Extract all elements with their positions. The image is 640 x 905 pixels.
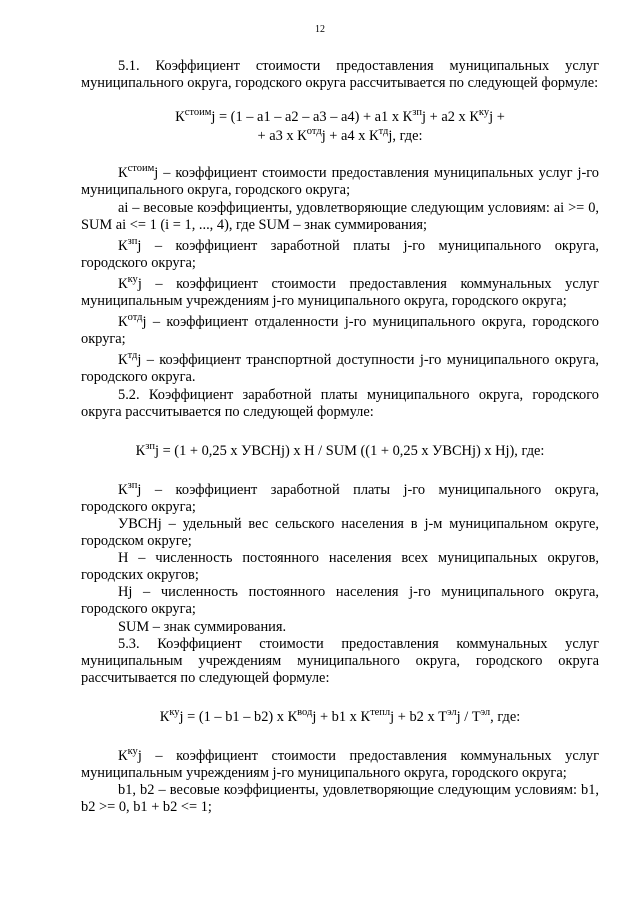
definition-k-otd: $К^{отд}j$ – коэффициент отдаленности j-го муниципального округа, городского округа; bbox=[81, 312, 599, 348]
page-number: 12 bbox=[315, 24, 325, 35]
superscript: стоим bbox=[184, 107, 212, 119]
definition-uvsn: УВСНj – удельный вес сельского населения в j-м муниципальном округе, городском округе; bbox=[81, 515, 599, 550]
superscript: вод bbox=[297, 706, 313, 718]
superscript: тд bbox=[127, 350, 138, 362]
superscript: тепл bbox=[370, 706, 391, 718]
superscript: эл bbox=[447, 706, 457, 718]
definition-n: Н – численность постоянного населения всех муниципальных округов, городских округов; bbox=[81, 550, 599, 584]
superscript: отд bbox=[306, 126, 322, 138]
definition-k-ku-2: $К^{ку}j$ – коэффициент стоимости предоставления коммунальных услуг муниципальным учреждениям j-го муниципального округа, городского округа; bbox=[81, 746, 599, 782]
superscript: зп bbox=[127, 235, 138, 247]
superscript: ку bbox=[127, 273, 138, 285]
section-5-1-intro: 5.1. Коэффициент стоимости предоставления муниципальных услуг муниципального округа, городского округа рассчитывается по следующей формуле: bbox=[81, 58, 599, 92]
section-5-3-intro: 5.3. Коэффициент стоимости предоставления коммунальных услуг муниципальным учреждениям муниципального округа, городского округа рассчитывается по следующей формуле: bbox=[81, 635, 599, 686]
definition-k-zp-2: $К^{зп}j$ – коэффициент заработной платы j-го муниципального округа, городского округа; bbox=[81, 479, 599, 515]
definition-b1-b2: b1, b2 – весовые коэффициенты, удовлетворяющие следующим условиям: b1, b2 >= 0, b1 + b2 <= 1; bbox=[81, 782, 599, 816]
formula-k-stoim-line1: $К^{стоим}j = (1 - a1 - a2 - a3 - a4) + a1$ x $К^{зп}j + a2$ x $К^{ку}j$ + bbox=[175, 107, 505, 126]
definition-k-ku: $К^{ку}j$ – коэффициент стоимости предоставления коммунальных услуг муниципальным учреждениям j-го муниципального округа, городского округа; bbox=[81, 273, 599, 310]
superscript: ку bbox=[478, 107, 490, 119]
superscript: зп bbox=[145, 440, 155, 452]
formula-k-zp: $К^{зп}j = (1 + 0,25$ x УВСНj) x Н / SUM ((1 + 0,25 x УВСНj) x Нj), где: bbox=[135, 440, 545, 459]
superscript: ку bbox=[127, 746, 138, 757]
definition-k-td: $К^{тд}j$ – коэффициент транспортной доступности j-го муниципального округа, городского округа. bbox=[81, 350, 599, 386]
definition-nj: Нj – численность постоянного населения j-го муниципального округа, городского округа; bbox=[81, 584, 599, 618]
definition-k-zp: $К^{зп}j$ – коэффициент заработной платы j-го муниципального округа, городского округа; bbox=[81, 235, 599, 271]
definition-k-stoim: $К^{стоим}j$ – коэффициент стоимости предоставления муниципальных услуг j-го муниципального округа, городского округа; bbox=[81, 163, 599, 199]
formula-k-stoim-line2: + a3 x $К^{отд}j + a4$ x $К^{тд}j$, где: bbox=[257, 126, 423, 145]
superscript: зп bbox=[412, 107, 423, 119]
definition-sum: SUM – знак суммирования. bbox=[118, 618, 287, 635]
superscript: зп bbox=[127, 479, 138, 491]
superscript: эл bbox=[480, 706, 491, 718]
section-5-2-intro: 5.2. Коэффициент заработной платы муниципального округа, городского округа рассчитывается по следующей формуле: bbox=[81, 386, 599, 420]
formula-k-ku: $К^{ку}j = (1 - b1 - b2)$ x $К^{вод}j + b1$ x $К^{тепл}j + b2$ x $Т^{эл}j / Т^{эл}$, где: bbox=[159, 706, 521, 725]
superscript: ку bbox=[169, 706, 180, 718]
superscript: стоим bbox=[127, 163, 155, 175]
superscript: отд bbox=[127, 312, 143, 324]
document-body bbox=[81, 58, 599, 816]
definition-ai: ai – весовые коэффициенты, удовлетворяющие следующим условиям: ai >= 0, SUM ai <= 1 (i = 1, ..., 4), где SUM – знак суммирования; bbox=[81, 199, 599, 233]
superscript: тд bbox=[378, 126, 389, 138]
